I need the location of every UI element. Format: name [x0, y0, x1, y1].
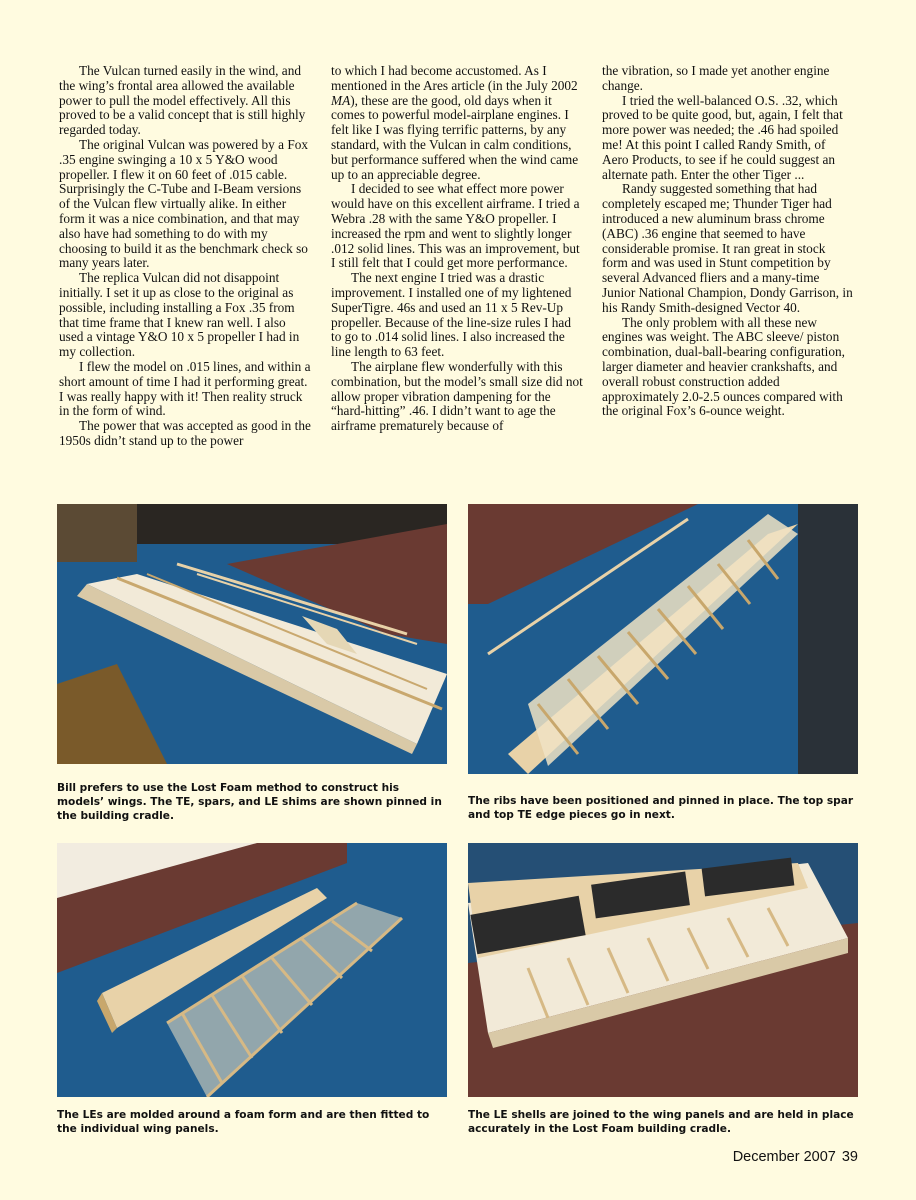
issue-date: December 2007: [732, 1149, 836, 1165]
paragraph: I tried the well-balanced O.S. .32, which proved to be quite good, but, again, I felt that more power was needed; the .46 had spoiled me! At this point I called Randy Smith, of Aero Products, to see if he could suggest an alternate path. Enter the other Tiger ...: [602, 92, 843, 182]
photo-wing-cradle: [57, 504, 447, 764]
article-column-1: [59, 64, 311, 449]
text-run: to which I had become accustomed. As I mentioned in the Ares article (in the July 2002: [331, 63, 578, 93]
paragraph: I flew the model on .015 lines, and within a short amount of time I had it performing great. I was really happy with it! Then reality struck in the form of wind.: [59, 358, 311, 419]
photo-ribs-pinned-image: [468, 504, 858, 774]
paragraph-continued: [331, 64, 583, 182]
paragraph: The Vulcan turned easily in the wind, and the wing’s frontal area allowed the available power to pull the model effectively. All this proved to be a valid concept that is still highly regarded today.: [59, 63, 306, 138]
photo-caption-3: The LEs are molded around a foam form and are then fitted to the individual wing panels.: [57, 1109, 430, 1135]
paragraph: The original Vulcan was powered by a Fox .35 engine swinging a 10 x 5 Y&O wood propeller. I flew it on 60 feet of .015 cable. Surprisingly the C-Tube and I-Beam versions of the Vulcan flew virtually alike. In either form it was a nice combination, and that may also have had something to do with my choosing to build it as the benchmark check so many years later.: [59, 136, 309, 271]
photo-caption-4: The LE shells are joined to the wing panels and are held in place accurately in the Lost Foam building cradle.: [468, 1109, 854, 1135]
article-column-3: [602, 64, 854, 419]
paragraph: The airplane flew wonderfully with this combination, but the model’s small size did not allow proper vibration dampening for the “hard-hitting” .46. I didn’t want to age the airframe prematurely because of: [331, 358, 583, 434]
paragraph: The only problem with all these new engines was weight. The ABC sleeve/ piston combination, dual-ball-bearing configuration, larger diameter and heavier crankshafts, and overall robust construction added approximately 2.0-2.5 ounces compared with the original Fox’s 6-ounce weight.: [602, 314, 845, 419]
photo-wing-cradle-image: [57, 504, 447, 764]
photo-cradle-weights: [468, 843, 858, 1097]
photo-le-shells-image: [57, 843, 447, 1097]
text-run: ), these are the good, old days when it comes to powerful model-airplane engines. I felt like I was flying terrific patterns, by any standard, with the Vulcan in calm conditions, but performance suffered when the wind came up to an appreciable degree.: [331, 92, 579, 182]
magazine-abbrev: MA: [331, 92, 351, 108]
paragraph-continued: the vibration, so I made yet another engine change.: [602, 63, 830, 93]
paragraph: Randy suggested something that had completely escaped me; Thunder Tiger had introduced a new aluminum brass chrome (ABC) .36 engine that seemed to have considerable promise. It ran great in stock form and was used in Stunt competition by several Advanced fliers and a many-time Junior National Champion, Dondy Garrison, in his Randy Smith-designed Vector 40.: [602, 181, 853, 315]
paragraph: The replica Vulcan did not disappoint initially. I set it up as close to the original as possible, including installing a Fox .35 from that time frame that I knew ran well. I also used a vintage Y&O 10 x 5 propeller I had in my collection.: [59, 270, 300, 360]
paragraph: The power that was accepted as good in the 1950s didn’t stand up to the power: [59, 418, 311, 448]
photo-caption-2: The ribs have been positioned and pinned in place. The top spar and top TE edge pieces go in next.: [468, 795, 854, 821]
page-number: 39: [841, 1149, 858, 1165]
paragraph: The next engine I tried was a drastic improvement. I installed one of my lightened SuperTigre. 46s and used an 11 x 5 Rev-Up propeller. Because of the line-size rules I had to go to .014 solid lines. I also increased the line length to 63 feet.: [331, 270, 572, 360]
article-column-2: [331, 64, 583, 434]
photo-caption-1: Bill prefers to use the Lost Foam method to construct his models’ wings. The TE, spars, and LE shims are shown pinned in the building cradle.: [57, 782, 442, 822]
page-footer: [733, 1149, 858, 1165]
photo-le-shells: [57, 843, 447, 1097]
photo-ribs-pinned: [468, 504, 858, 774]
photo-cradle-weights-image: [468, 843, 858, 1097]
paragraph: I decided to see what effect more power would have on this excellent airframe. I tried a Webra .28 with the same Y&O propeller. I increased the rpm and went to slightly longer .012 solid lines. This was an improvement, but I still felt that I could get more performance.: [331, 181, 580, 271]
